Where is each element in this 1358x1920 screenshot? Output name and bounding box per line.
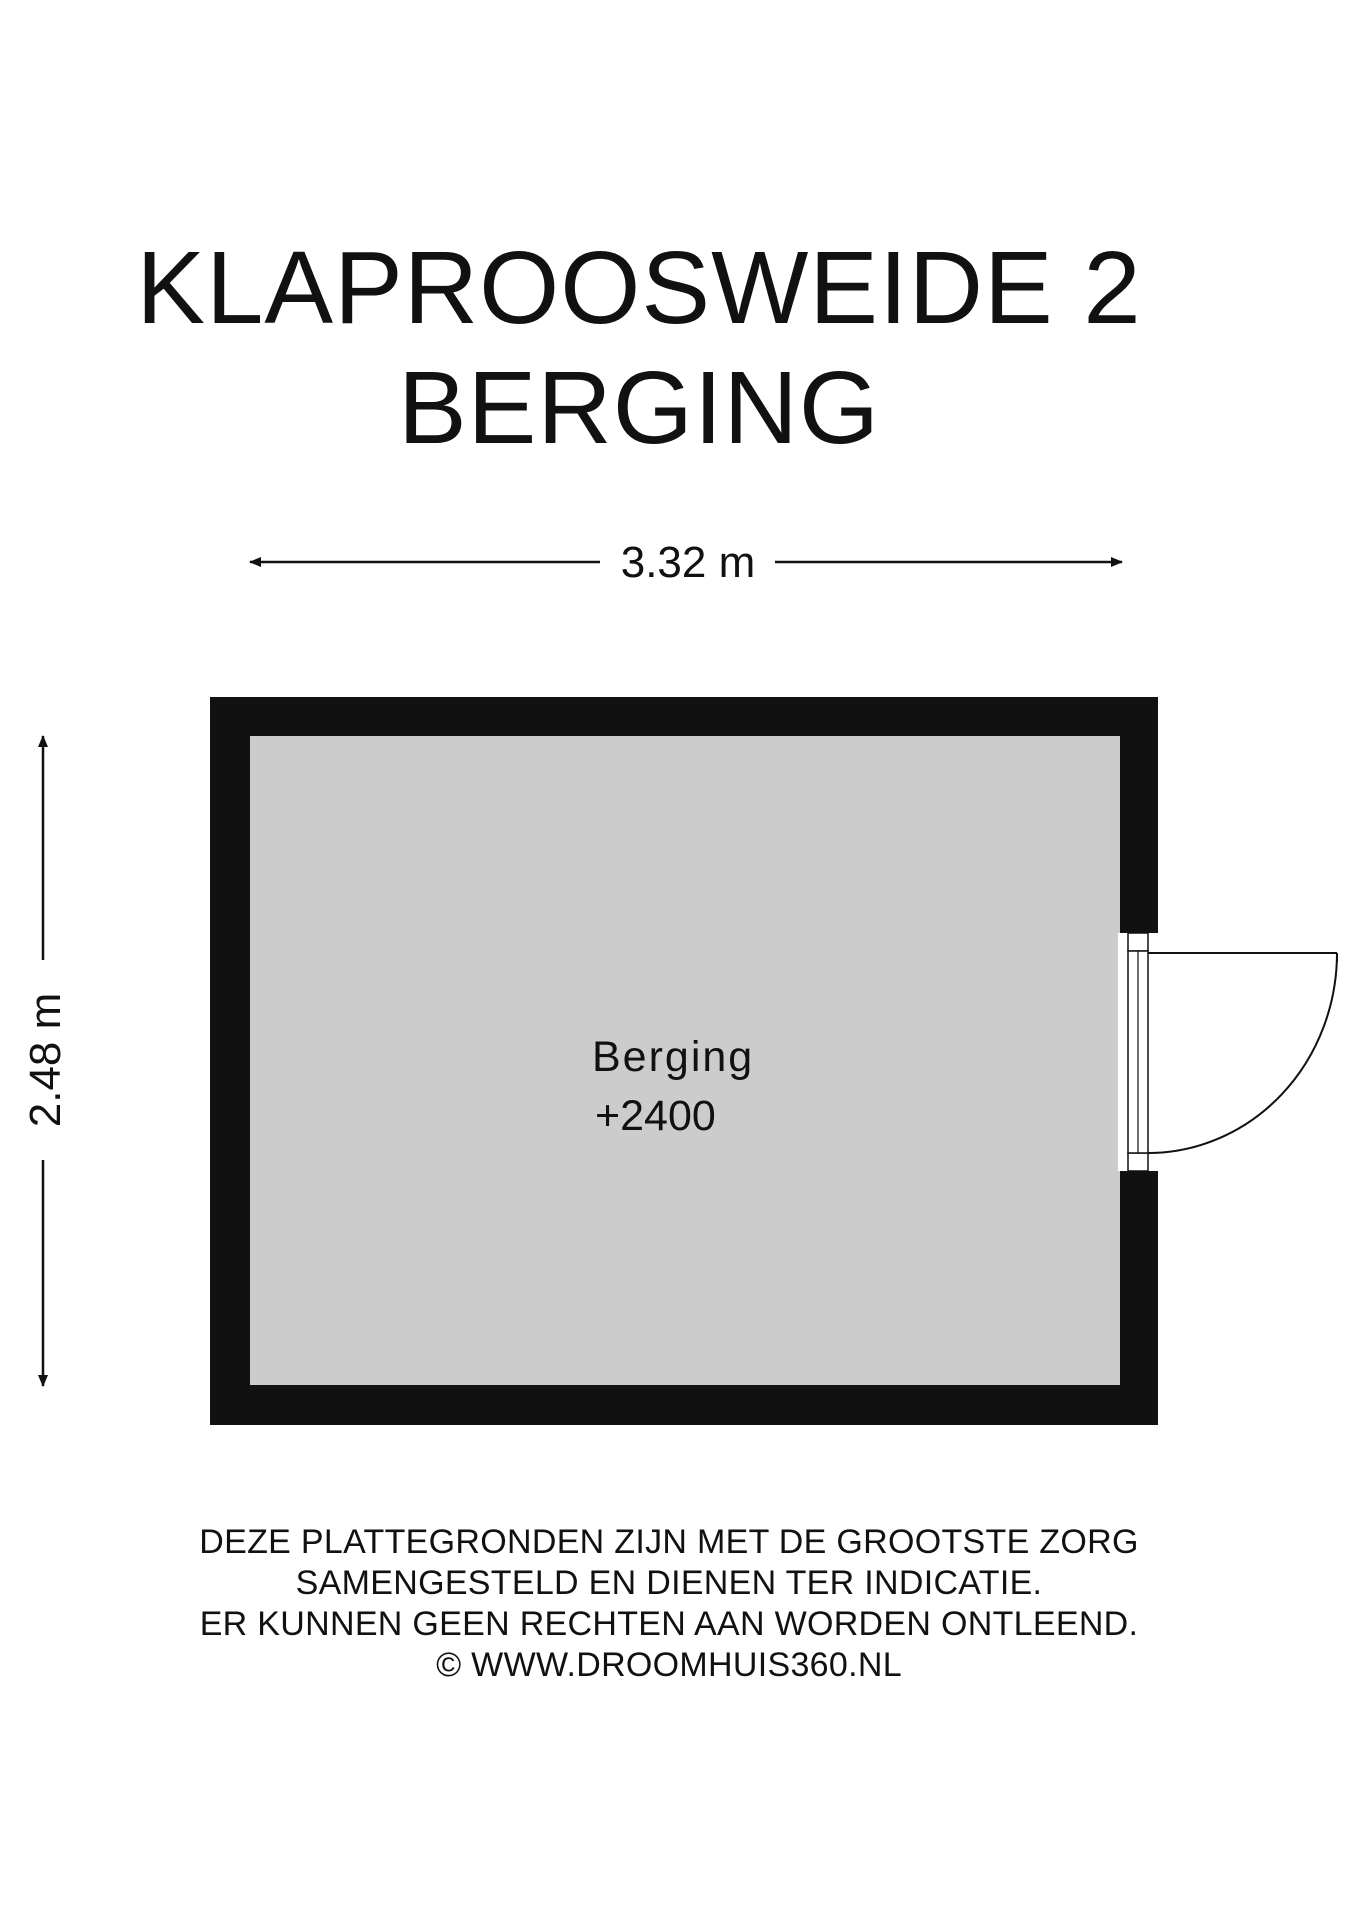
disclaimer (0, 1522, 1358, 1686)
room-level-label: +2400 (595, 1092, 716, 1140)
door-frame-bottom (1128, 1153, 1148, 1171)
disclaimer-line: SAMENGESTELD EN DIENEN TER INDICATIE. (295, 1564, 1043, 1602)
width-dimension (250, 538, 1122, 587)
door-frame-top (1128, 933, 1148, 951)
width-dimension-label: 3.32 m (620, 538, 756, 587)
door-swing-arc (1148, 953, 1337, 1153)
disclaimer-line: DEZE PLATTEGRONDEN ZIJN MET DE GROOTSTE ZORG (199, 1523, 1139, 1561)
height-dimension (21, 736, 70, 1386)
height-dimension-label: 2.48 m (21, 992, 70, 1128)
plan-title: KLAPROOSWEIDE 2 (136, 230, 1142, 345)
plan-subtitle: BERGING (397, 350, 881, 465)
copyright-line: © WWW.DROOMHUIS360.NL (436, 1646, 902, 1684)
room-name-label: Berging (592, 1033, 755, 1081)
disclaimer-line: ER KUNNEN GEEN RECHTEN AAN WORDEN ONTLEEND. (199, 1605, 1139, 1643)
